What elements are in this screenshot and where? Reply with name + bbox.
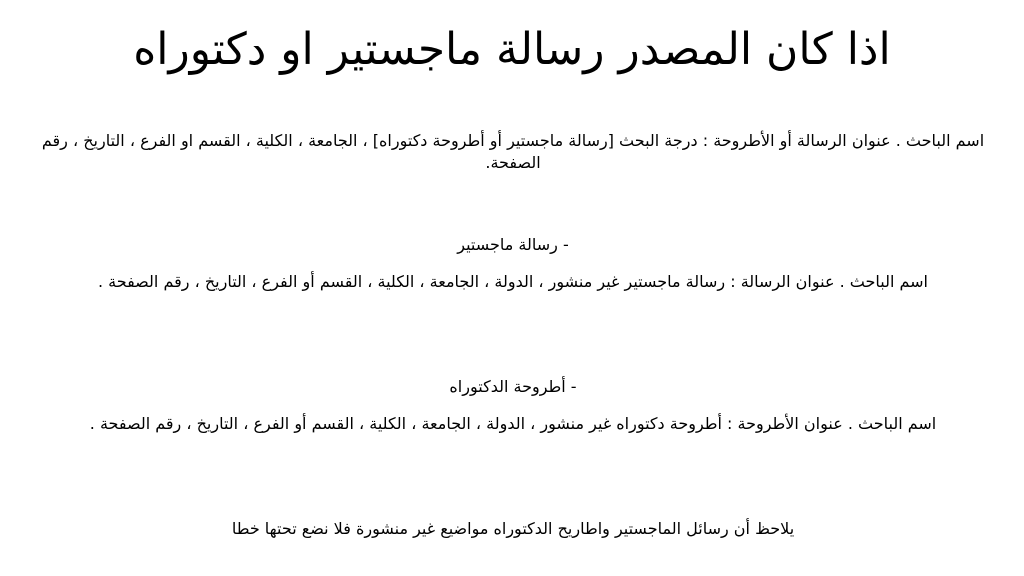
slide-title: اذا كان المصدر رسالة ماجستير او دكتوراه	[133, 24, 891, 75]
masters-citation-format: اسم الباحث . عنوان الرسالة : رسالة ماجستير غير منشور ، الدولة ، الجامعة ، الكلية ، القسم أو الفرع ، التاريخ ، رقم الصفحة .	[98, 272, 928, 291]
general-citation-format: اسم الباحث . عنوان الرسالة أو الأطروحة : درجة البحث [رسالة ماجستير أو أطروحة دكتوراه] ، الجامعة ، الكلية ، القسم او الفرع ، التاريخ ، رقم الصفحة.	[41, 131, 985, 172]
masters-heading: - رسالة ماجستير	[457, 235, 569, 254]
note-text: يلاحظ أن رسائل الماجستير واطاريح الدكتوراه مواضيع غير منشورة فلا نضع تحتها خطا	[231, 519, 795, 538]
phd-heading: - أطروحة الدكتوراه	[449, 377, 577, 396]
phd-citation-format: اسم الباحث . عنوان الأطروحة : أطروحة دكتوراه غير منشور ، الدولة ، الجامعة ، الكلية ، القسم أو الفرع ، التاريخ ، رقم الصفحة .	[89, 414, 937, 433]
